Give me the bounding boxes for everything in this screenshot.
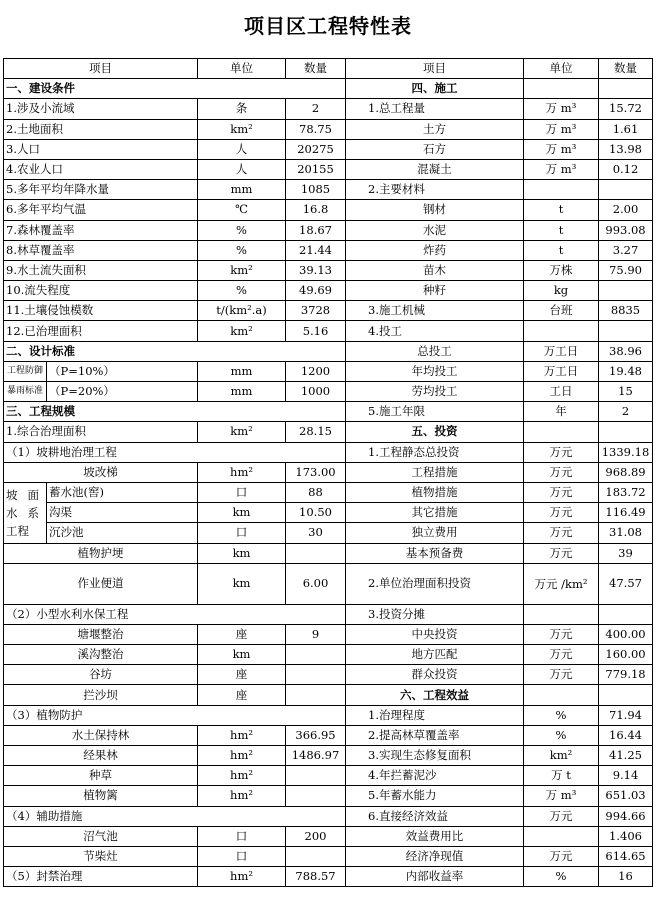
section-heading: 三、工程规模: [4, 402, 346, 422]
item-cell: 沉沙池: [47, 523, 198, 543]
value-cell: 2: [599, 402, 653, 422]
item-cell: 1.综合治理面积: [4, 422, 198, 442]
unit-cell: 万 m³: [524, 99, 599, 119]
item-cell: 地方匹配: [346, 645, 524, 665]
table-row: [4, 79, 653, 99]
item-cell: 工程措施: [346, 462, 524, 482]
table-row: [4, 240, 653, 260]
table-row: [4, 422, 653, 442]
value-cell: 75.90: [599, 260, 653, 280]
item-cell: 独立费用: [346, 523, 524, 543]
item-cell: 1.治理程度: [346, 705, 524, 725]
item-cell: 植物篱: [4, 786, 198, 806]
value-cell: 18.67: [286, 220, 346, 240]
table-row: [4, 604, 653, 624]
unit-cell: [524, 604, 599, 624]
header-cell: 数量: [599, 59, 653, 79]
unit-cell: mm: [198, 382, 286, 402]
item-cell: 5.施工年限: [346, 402, 524, 422]
unit-cell: hm²: [198, 725, 286, 745]
table-row: [4, 200, 653, 220]
value-cell: 8835: [599, 301, 653, 321]
value-cell: 3728: [286, 301, 346, 321]
unit-cell: km²: [198, 422, 286, 442]
item-cell: 塘堰整治: [4, 624, 198, 644]
value-cell: 1085: [286, 180, 346, 200]
table-row: [4, 624, 653, 644]
item-cell: 植物措施: [346, 482, 524, 502]
value-cell: 994.66: [599, 806, 653, 826]
table-row: [4, 119, 653, 139]
table-row: [4, 260, 653, 280]
value-cell: 651.03: [599, 786, 653, 806]
unit-cell: 万元: [524, 503, 599, 523]
item-cell: 7.森林覆盖率: [4, 220, 198, 240]
group-label-char: 面: [27, 487, 39, 502]
table-row: [4, 523, 653, 543]
unit-cell: ℃: [198, 200, 286, 220]
item-cell: 4.农业人口: [4, 159, 198, 179]
unit-cell: %: [198, 220, 286, 240]
value-cell: 39: [599, 543, 653, 563]
unit-cell: 万元: [524, 462, 599, 482]
item-cell: 总投工: [346, 341, 524, 361]
section-heading: 四、施工: [346, 79, 524, 99]
value-cell: 1486.97: [286, 746, 346, 766]
unit-cell: 万元: [524, 482, 599, 502]
item-cell: 内部收益率: [346, 867, 524, 887]
subsection-heading: （4）辅助措施: [4, 806, 346, 826]
value-cell: 49.69: [286, 281, 346, 301]
item-cell: 5.多年平均年降水量: [4, 180, 198, 200]
value-cell: 614.65: [599, 846, 653, 866]
value-cell: 2: [286, 99, 346, 119]
value-cell: 779.18: [599, 665, 653, 685]
table-row: [4, 281, 653, 301]
unit-cell: 座: [198, 624, 286, 644]
value-cell: 15: [599, 382, 653, 402]
value-cell: 16: [599, 867, 653, 887]
value-cell: [286, 685, 346, 705]
unit-cell: 人: [198, 139, 286, 159]
value-cell: 1200: [286, 361, 346, 381]
item-cell: 3.实现生态修复面积: [346, 746, 524, 766]
table-row: [4, 442, 653, 462]
value-cell: [599, 79, 653, 99]
unit-cell: 万元: [524, 543, 599, 563]
header-cell: 单位: [524, 59, 599, 79]
unit-cell: %: [524, 867, 599, 887]
value-cell: 71.94: [599, 705, 653, 725]
item-cell: 劳均投工: [346, 382, 524, 402]
value-cell: [599, 422, 653, 442]
item-cell: 种籽: [346, 281, 524, 301]
unit-cell: km²: [198, 260, 286, 280]
item-cell: 溪沟整治: [4, 645, 198, 665]
unit-cell: 条: [198, 99, 286, 119]
value-cell: 16.8: [286, 200, 346, 220]
unit-cell: 万株: [524, 260, 599, 280]
value-cell: [286, 766, 346, 786]
unit-cell: t: [524, 240, 599, 260]
item-cell: 年均投工: [346, 361, 524, 381]
table-row: [4, 665, 653, 685]
subsection-heading: （3）植物防护: [4, 705, 346, 725]
item-cell: 苗木: [346, 260, 524, 280]
item-cell: 5.年蓄水能力: [346, 786, 524, 806]
item-cell: 土方: [346, 119, 524, 139]
item-cell: 水土保持林: [4, 725, 198, 745]
table-row: [4, 746, 653, 766]
unit-cell: 万元: [524, 846, 599, 866]
unit-cell: hm²: [198, 867, 286, 887]
header-cell: 数量: [286, 59, 346, 79]
table-row: [4, 846, 653, 866]
group-label: [4, 482, 47, 543]
unit-cell: [524, 826, 599, 846]
group-label-char: 系: [27, 505, 39, 520]
table-row: [4, 361, 653, 381]
section-heading: 六、工程效益: [346, 685, 524, 705]
unit-cell: 万元: [524, 665, 599, 685]
item-cell: 石方: [346, 139, 524, 159]
item-cell: 中央投资: [346, 624, 524, 644]
value-cell: 9.14: [599, 766, 653, 786]
item-cell: 3.投资分摊: [346, 604, 524, 624]
unit-cell: 万 m³: [524, 119, 599, 139]
value-cell: 78.75: [286, 119, 346, 139]
header-row: [4, 59, 653, 79]
unit-cell: 万 m³: [524, 786, 599, 806]
characteristics-table: [3, 58, 653, 887]
value-cell: [286, 846, 346, 866]
item-cell: 4.投工: [346, 321, 524, 341]
table-row: [4, 725, 653, 745]
value-cell: 788.57: [286, 867, 346, 887]
value-cell: 400.00: [599, 624, 653, 644]
item-cell: 3.人口: [4, 139, 198, 159]
table-row: [4, 786, 653, 806]
item-cell: （P=20%）: [47, 382, 198, 402]
item-cell: 2.提高林草覆盖率: [346, 725, 524, 745]
unit-cell: 口: [198, 523, 286, 543]
value-cell: 1339.18: [599, 442, 653, 462]
value-cell: 21.44: [286, 240, 346, 260]
subsection-heading: （2）小型水利水保工程: [4, 604, 346, 624]
table-row: [4, 220, 653, 240]
item-cell: 3.施工机械: [346, 301, 524, 321]
item-cell: 拦沙坝: [4, 685, 198, 705]
value-cell: 38.96: [599, 341, 653, 361]
item-cell: 谷坊: [4, 665, 198, 685]
unit-cell: 工日: [524, 382, 599, 402]
unit-cell: 万 m³: [524, 139, 599, 159]
table-row: [4, 766, 653, 786]
table-row: [4, 482, 653, 502]
value-cell: 173.00: [286, 462, 346, 482]
item-cell: 2.单位治理面积投资: [346, 563, 524, 604]
value-cell: 47.57: [599, 563, 653, 604]
unit-cell: hm²: [198, 746, 286, 766]
unit-cell: 人: [198, 159, 286, 179]
unit-cell: 万元: [524, 523, 599, 543]
group-label-char: 坡: [6, 487, 18, 502]
item-cell: 12.已治理面积: [4, 321, 198, 341]
item-cell: 节柴灶: [4, 846, 198, 866]
value-cell: 993.08: [599, 220, 653, 240]
value-cell: 3.27: [599, 240, 653, 260]
value-cell: 183.72: [599, 482, 653, 502]
item-cell: 钢材: [346, 200, 524, 220]
value-cell: 5.16: [286, 321, 346, 341]
item-cell: 种草: [4, 766, 198, 786]
item-cell: 效益费用比: [346, 826, 524, 846]
value-cell: 31.08: [599, 523, 653, 543]
value-cell: [599, 180, 653, 200]
unit-cell: 万 m³: [524, 159, 599, 179]
unit-cell: t/(km².a): [198, 301, 286, 321]
item-cell: 6.多年平均气温: [4, 200, 198, 220]
table-row: [4, 645, 653, 665]
unit-cell: [524, 79, 599, 99]
value-cell: 6.00: [286, 563, 346, 604]
unit-cell: [524, 180, 599, 200]
value-cell: 10.50: [286, 503, 346, 523]
item-cell: 6.直接经济效益: [346, 806, 524, 826]
table-row: [4, 867, 653, 887]
unit-cell: km: [198, 543, 286, 563]
unit-cell: [524, 685, 599, 705]
item-cell: 经果林: [4, 746, 198, 766]
value-cell: 1.61: [599, 119, 653, 139]
item-cell: （5）封禁治理: [4, 867, 198, 887]
unit-cell: [524, 422, 599, 442]
value-cell: 15.72: [599, 99, 653, 119]
unit-cell: 座: [198, 665, 286, 685]
unit-cell: mm: [198, 180, 286, 200]
unit-cell: km²: [524, 746, 599, 766]
section-heading: 二、设计标准: [4, 341, 346, 361]
group-label-char: 工程: [6, 523, 29, 538]
unit-cell: 万元: [524, 442, 599, 462]
value-cell: 968.89: [599, 462, 653, 482]
value-cell: 1.406: [599, 826, 653, 846]
design-label: 暴雨标准: [4, 382, 47, 402]
unit-cell: km: [198, 563, 286, 604]
table-row: [4, 503, 653, 523]
value-cell: [286, 786, 346, 806]
item-cell: 水泥: [346, 220, 524, 240]
table-row: [4, 139, 653, 159]
table-row: [4, 159, 653, 179]
item-cell: 11.土壤侵蚀模数: [4, 301, 198, 321]
value-cell: 160.00: [599, 645, 653, 665]
unit-cell: 座: [198, 685, 286, 705]
item-cell: 坡改梯: [4, 462, 198, 482]
value-cell: 28.15: [286, 422, 346, 442]
item-cell: 群众投资: [346, 665, 524, 685]
item-cell: 9.水土流失面积: [4, 260, 198, 280]
section-heading: 一、建设条件: [4, 79, 346, 99]
value-cell: 39.13: [286, 260, 346, 280]
value-cell: [599, 281, 653, 301]
table-row: [4, 543, 653, 563]
unit-cell: 万元 /km²: [524, 563, 599, 604]
value-cell: 1000: [286, 382, 346, 402]
value-cell: 0.12: [599, 159, 653, 179]
unit-cell: km²: [198, 321, 286, 341]
table-row: [4, 301, 653, 321]
value-cell: 13.98: [599, 139, 653, 159]
unit-cell: hm²: [198, 462, 286, 482]
item-cell: 10.流失程度: [4, 281, 198, 301]
table-row: [4, 180, 653, 200]
value-cell: 200: [286, 826, 346, 846]
item-cell: 沼气池: [4, 826, 198, 846]
unit-cell: 万 t: [524, 766, 599, 786]
table-row: [4, 462, 653, 482]
item-cell: 炸药: [346, 240, 524, 260]
table-row: [4, 685, 653, 705]
unit-cell: mm: [198, 361, 286, 381]
subsection-heading: （1）坡耕地治理工程: [4, 442, 346, 462]
table-row: [4, 806, 653, 826]
table-row: [4, 826, 653, 846]
item-cell: 沟渠: [47, 503, 198, 523]
unit-cell: [524, 321, 599, 341]
unit-cell: 口: [198, 826, 286, 846]
item-cell: 混凝土: [346, 159, 524, 179]
value-cell: 20275: [286, 139, 346, 159]
page-title: 项目区工程特性表: [244, 14, 412, 38]
unit-cell: t: [524, 200, 599, 220]
header-cell: 项目: [346, 59, 524, 79]
header-cell: 单位: [198, 59, 286, 79]
unit-cell: km²: [198, 119, 286, 139]
unit-cell: kg: [524, 281, 599, 301]
unit-cell: 万元: [524, 645, 599, 665]
value-cell: 20155: [286, 159, 346, 179]
unit-cell: 台班: [524, 301, 599, 321]
table-row: [4, 99, 653, 119]
unit-cell: 万元: [524, 806, 599, 826]
unit-cell: 口: [198, 846, 286, 866]
item-cell: 经济净现值: [346, 846, 524, 866]
unit-cell: hm²: [198, 786, 286, 806]
value-cell: 88: [286, 482, 346, 502]
item-cell: 蓄水池(窖): [47, 482, 198, 502]
unit-cell: 口: [198, 482, 286, 502]
table-row: [4, 402, 653, 422]
value-cell: [286, 665, 346, 685]
value-cell: 30: [286, 523, 346, 543]
value-cell: [599, 604, 653, 624]
table-row: [4, 563, 653, 604]
value-cell: [599, 685, 653, 705]
item-cell: 作业便道: [4, 563, 198, 604]
value-cell: 9: [286, 624, 346, 644]
item-cell: 1.工程静态总投资: [346, 442, 524, 462]
table-row: [4, 341, 653, 361]
item-cell: 植物护埂: [4, 543, 198, 563]
item-cell: 1.涉及小流域: [4, 99, 198, 119]
item-cell: 8.林草覆盖率: [4, 240, 198, 260]
unit-cell: km: [198, 645, 286, 665]
item-cell: 其它措施: [346, 503, 524, 523]
unit-cell: km: [198, 503, 286, 523]
item-cell: 2.主要材料: [346, 180, 524, 200]
unit-cell: %: [198, 281, 286, 301]
unit-cell: hm²: [198, 766, 286, 786]
item-cell: （P=10%）: [47, 361, 198, 381]
item-cell: 2.土地面积: [4, 119, 198, 139]
item-cell: 基本预备费: [346, 543, 524, 563]
value-cell: 2.00: [599, 200, 653, 220]
unit-cell: 万元: [524, 624, 599, 644]
header-cell: 项目: [4, 59, 198, 79]
table-row: [4, 705, 653, 725]
item-cell: 1.总工程量: [346, 99, 524, 119]
unit-cell: t: [524, 220, 599, 240]
value-cell: [599, 321, 653, 341]
table-row: [4, 382, 653, 402]
value-cell: 19.48: [599, 361, 653, 381]
design-label: 工程防御: [4, 361, 47, 381]
unit-cell: %: [198, 240, 286, 260]
unit-cell: 万工日: [524, 361, 599, 381]
unit-cell: 年: [524, 402, 599, 422]
value-cell: 366.95: [286, 725, 346, 745]
value-cell: 116.49: [599, 503, 653, 523]
value-cell: [286, 645, 346, 665]
value-cell: [286, 543, 346, 563]
table-row: [4, 321, 653, 341]
unit-cell: 万工日: [524, 341, 599, 361]
section-heading: 五、投资: [346, 422, 524, 442]
unit-cell: %: [524, 725, 599, 745]
item-cell: 4.年拦蓄泥沙: [346, 766, 524, 786]
group-label-char: 水: [6, 505, 18, 520]
value-cell: 16.44: [599, 725, 653, 745]
unit-cell: %: [524, 705, 599, 725]
value-cell: 41.25: [599, 746, 653, 766]
